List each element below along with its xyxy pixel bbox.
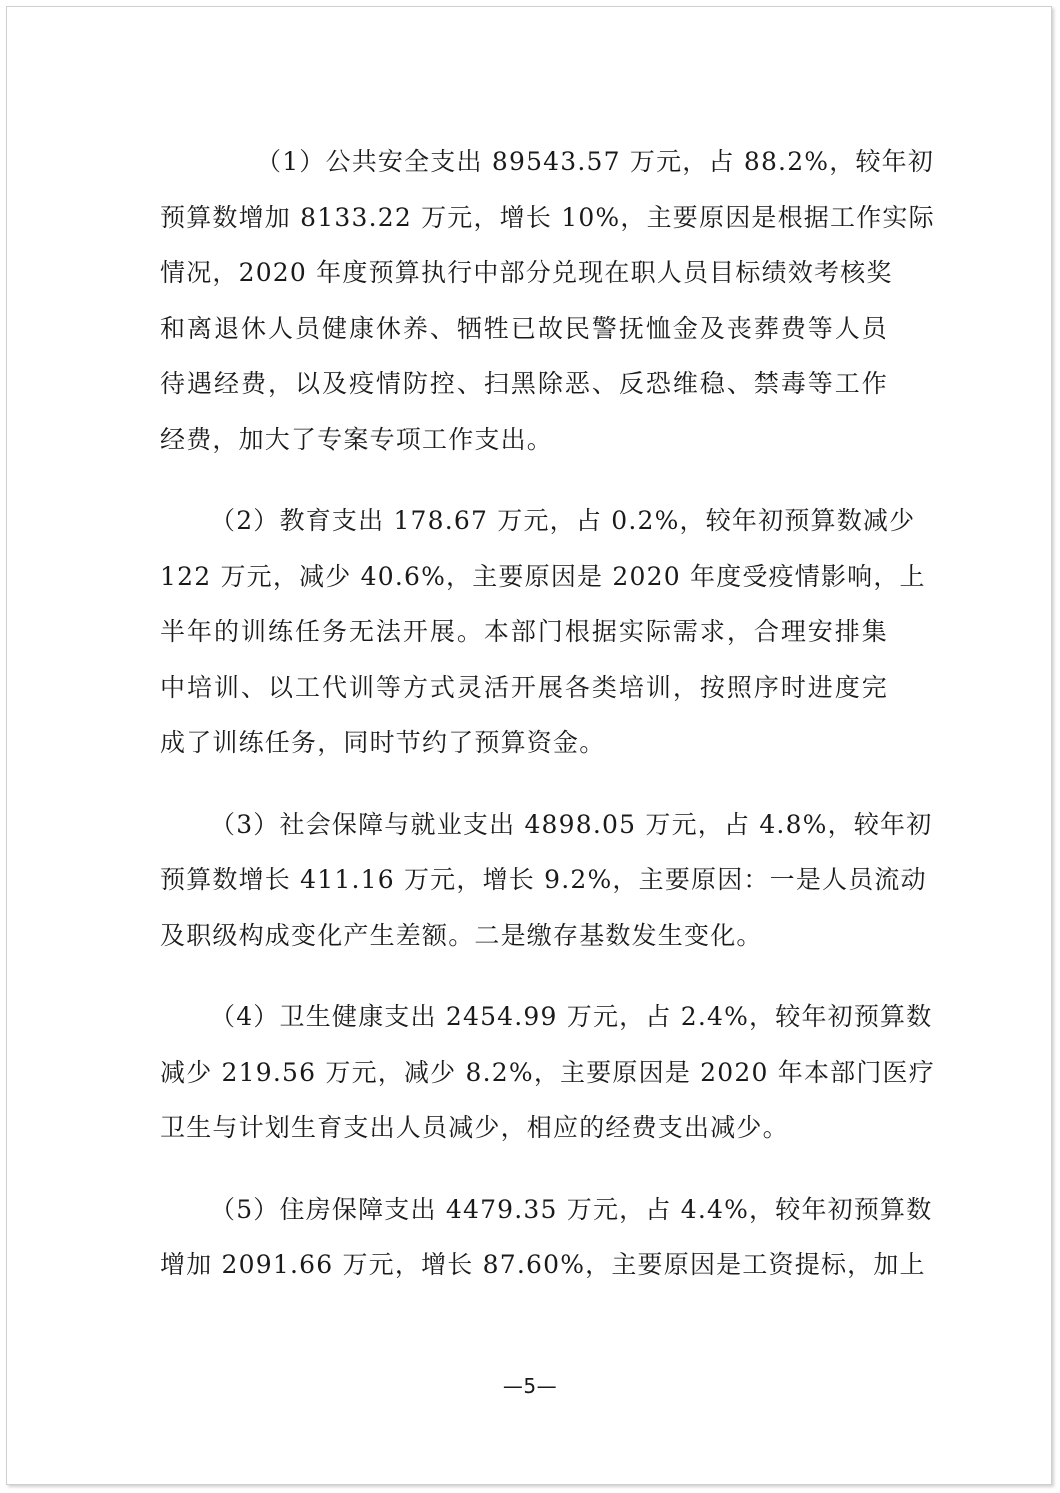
text-line: 和离退休人员健康休养、牺牲已故民警抚恤金及丧葬费等人员 xyxy=(160,313,888,343)
paragraph-health xyxy=(160,989,935,1156)
paragraph-education xyxy=(160,493,926,771)
paragraph-housing xyxy=(160,1182,933,1293)
text-line: （5）住房保障支出 4479.35 万元，占 4.4%，较年初预算数 xyxy=(210,1194,933,1224)
text-line: 经费，加大了专案专项工作支出。 xyxy=(160,424,554,454)
text-line: 增加 2091.66 万元，增长 87.60%，主要原因是工资提标，加上 xyxy=(160,1250,926,1279)
text-line: 情况，2020 年度预算执行中部分兑现在职人员目标绩效考核奖 xyxy=(160,258,893,287)
text-line: （3）社会保障与就业支出 4898.05 万元，占 4.8%，较年初 xyxy=(210,809,933,839)
text-line: （4）卫生健康支出 2454.99 万元，占 2.4%，较年初预算数 xyxy=(210,1002,933,1031)
paragraph-social-security xyxy=(160,797,933,964)
text-line: （2）教育支出 178.67 万元，占 0.2%，较年初预算数减少 xyxy=(210,506,916,535)
text-line: 卫生与计划生育支出人员减少，相应的经费支出减少。 xyxy=(160,1113,789,1142)
text-line: 及职级构成变化产生差额。二是缴存基数发生变化。 xyxy=(160,920,763,950)
text-line: 半年的训练任务无法开展。本部门根据实际需求，合理安排集 xyxy=(160,617,888,646)
page-number: —5— xyxy=(502,1374,558,1398)
text-line: 122 万元，减少 40.6%，主要原因是 2020 年度受疫情影响，上 xyxy=(160,561,926,591)
text-line: 预算数增长 411.16 万元，增长 9.2%，主要原因：一是人员流动 xyxy=(160,865,927,894)
document-body xyxy=(160,134,935,1319)
text-line: 预算数增加 8133.22 万元，增长 10%，主要原因是根据工作实际 xyxy=(160,202,935,232)
text-line: （1）公共安全支出 89543.57 万元，占 88.2%，较年初 xyxy=(256,147,935,176)
text-line: 待遇经费，以及疫情防控、扫黑除恶、反恐维稳、禁毒等工作 xyxy=(160,369,888,398)
text-line: 中培训、以工代训等方式灵活开展各类培训，按照序时进度完 xyxy=(160,672,888,702)
text-line: 减少 219.56 万元，减少 8.2%，主要原因是 2020 年本部门医疗 xyxy=(160,1057,935,1087)
paragraph-public-security xyxy=(160,134,935,467)
text-line: 成了训练任务，同时节约了预算资金。 xyxy=(160,728,606,757)
